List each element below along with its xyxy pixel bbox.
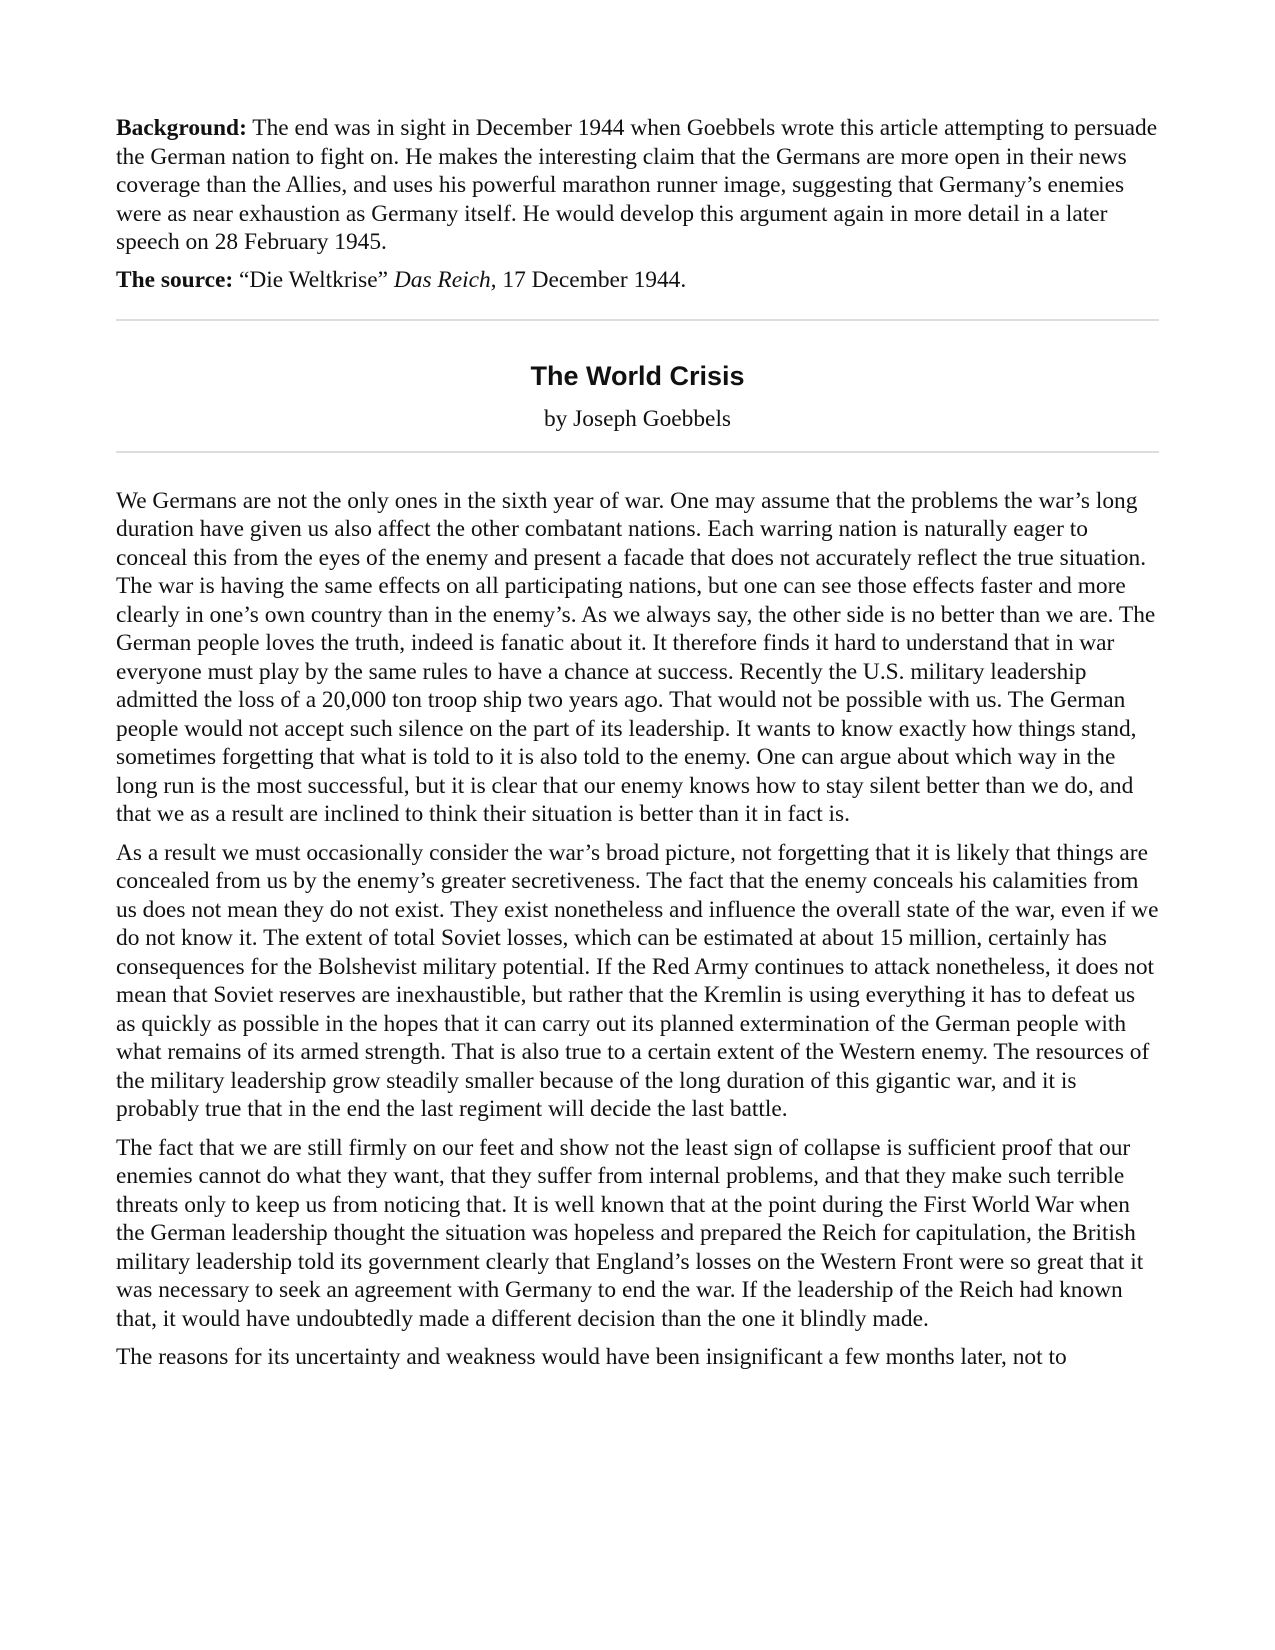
body-paragraph-4: The reasons for its uncertainty and weakness would have been insignificant a few months later, not to bbox=[116, 1344, 1067, 1371]
body-paragraph-1: We Germans are not the only ones in the sixth year of war. One may assume that the problems the war’s long duration have given us also affect the other combatant nations. Each warring nation is naturally eager to conceal this from the eyes of the enemy and present a facade that does not accurately reflect the true situation. The war is having the same effects on all participating nations, but one can see those effects faster and more clearly in one’s own country than in the enemy’s. As we always say, the other side is no better than we are. The German people loves the truth, indeed is fanatic about it. It therefore finds it hard to understand that in war everyone must play by the same rules to have a chance at success. Recently the U.S. military leadership admitted the loss of a 20,000 ton troop ship two years ago. That would not be possible with us. The German people would not accept such silence on the part of its leadership. It wants to know exactly how things stand, sometimes forgetting that what is told to it is also told to the enemy. One can argue about which way in the long run is the most successful, but it is clear that our enemy knows how to stay silent better than we do, and that we as a result are inclined to think their situation is better than it in fact is. bbox=[116, 487, 1156, 828]
background-label: Background: bbox=[116, 115, 247, 141]
document-page bbox=[116, 114, 1159, 1382]
article-title: The World Crisis bbox=[530, 360, 745, 391]
background-text: The end was in sight in December 1944 when Goebbels wrote this article attempting to persuade the German nation to fight on. He makes the interesting claim that the Germans are more open in their news coverage than the Allies, and uses his powerful marathon runner image, suggesting that Germany’s enemies were as near exhaustion as Germany itself. He would develop this argument again in more detail in a later speech on 28 February 1945. bbox=[116, 115, 1158, 256]
source-publication: Das Reich, bbox=[393, 266, 497, 293]
background-paragraph bbox=[116, 114, 1159, 257]
intro-section bbox=[116, 114, 1159, 295]
source-label: The source: bbox=[116, 266, 234, 293]
body-paragraph-2: As a result we must occasionally consider the war’s broad picture, not forgetting that it is likely that things are concealed from us by the enemy’s greater secretiveness. The fact that the enemy conceals his calamities from us does not mean they do not exist. They exist nonetheless and influence the overall state of the war, even if we do not know it. The extent of total Soviet losses, which can be estimated at about 15 million, certainly has consequences for the Bolshevist military potential. If the Red Army continues to attack nonetheless, it does not mean that Soviet reserves are inexhaustible, but rather that the Kremlin is using everything it has to defeat us as quickly as possible in the hopes that it can carry out its planned extermination of the German people with what remains of its armed strength. That is also true to a certain extent of the Western enemy. The resources of the military leadership grow steadily smaller because of the long duration of this gigantic war, and it is probably true that in the end the last regiment will decide the last battle. bbox=[116, 839, 1159, 1123]
article-byline: by Joseph Goebbels bbox=[543, 405, 732, 432]
source-quote: “Die Weltkrise” bbox=[233, 266, 394, 293]
source-date: 17 December 1944. bbox=[496, 266, 687, 293]
source-paragraph bbox=[116, 266, 1159, 295]
divider-bottom bbox=[116, 451, 1159, 453]
title-block bbox=[116, 321, 1159, 451]
body-paragraph-3: The fact that we are still firmly on our feet and show not the least sign of collapse is sufficient proof that our enemies cannot do what they want, that they suffer from internal problems, and that they make such terrible threats only to keep us from noticing that. It is well known that at the point during the First World War when the German leadership thought the situation was hopeless and prepared the Reich for capitulation, the British military leadership told its government clearly that England’s losses on the Western Front were so great that it was necessary to seek an agreement with Germany to end the war. If the leadership of the Reich had known that, it would have undoubtedly made a different decision than the one it blindly made. bbox=[116, 1134, 1144, 1332]
article-body bbox=[116, 487, 1159, 1372]
